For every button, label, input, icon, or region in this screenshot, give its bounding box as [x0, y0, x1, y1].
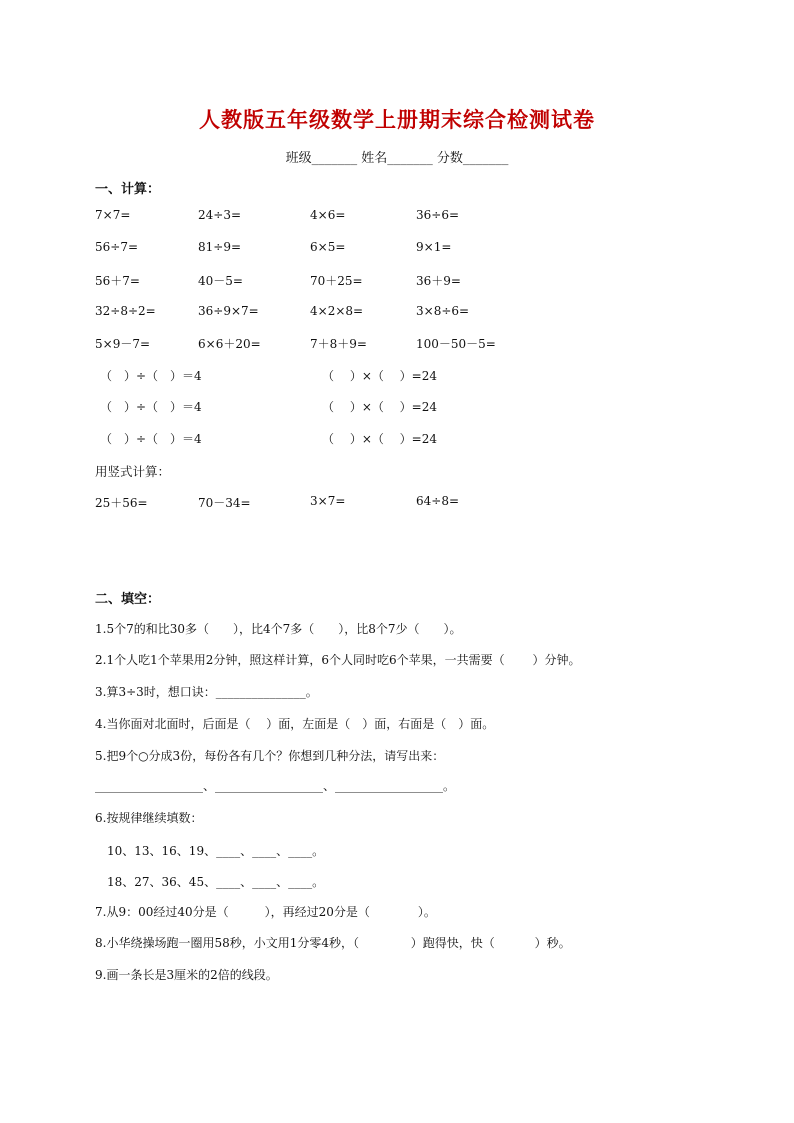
student-info-line: 班级_______ 姓名_______ 分数_______	[285, 151, 509, 166]
exam-title: 人教版五年级数学上册期末综合检测试卷	[199, 107, 595, 132]
section-2-heading: 二、填空：	[95, 592, 161, 607]
question-9: 9.画一条长是3厘米的2倍的线段。	[95, 968, 278, 982]
calc-item: 4×2×8=	[310, 304, 364, 318]
multiplication-blank-item: （ ）×（ ）=24	[322, 400, 438, 414]
calc-row	[0, 272, 794, 292]
multiplication-blank-item: （ ）×（ ）=24	[322, 369, 438, 383]
vertical-calc-heading: 用竖式计算：	[95, 464, 171, 479]
calc-item: 6×6＋20=	[198, 337, 261, 351]
question-6-sequence-b: 18、27、36、45、____、____、____。	[107, 875, 325, 889]
calc-item: 81÷9=	[198, 240, 242, 254]
question-5: 5.把9个○分成3份，每份各有几个？你想到几种分法，请写出来：	[95, 749, 445, 763]
calc-item: 70－34=	[198, 496, 251, 510]
calc-item: 32÷8÷2=	[95, 304, 156, 318]
question-3: 3.算3÷3时，想口诀：_______________。	[95, 685, 318, 699]
division-blank-item: （ ）÷（ ）＝4	[100, 400, 202, 414]
question-6-sequence-a: 10、13、16、19、____、____、____。	[107, 844, 325, 858]
question-8: 8.小华绕操场跑一圈用58秒，小文用1分零4秒，（ ）跑得快，快（ ）秒。	[95, 936, 571, 950]
question-2: 2.1个人吃1个苹果用2分钟，照这样计算，6个人同时吃6个苹果，一共需要（ ）分钟。	[95, 653, 581, 667]
calc-row	[0, 304, 794, 324]
blank-fill-row	[0, 398, 794, 418]
question-5-answer-lines: __________________、__________________、__________________。	[95, 779, 456, 793]
calc-item: 25＋56=	[95, 496, 148, 510]
calc-item: 4×6=	[310, 208, 346, 222]
blank-fill-row	[0, 367, 794, 387]
calc-item: 3×7=	[310, 494, 346, 508]
calc-item: 36÷9×7=	[198, 304, 259, 318]
question-7: 7.从9：00经过40分是（ ），再经过20分是（ ）。	[95, 905, 436, 919]
vertical-calc-row	[0, 494, 794, 514]
calc-item: 56＋7=	[95, 274, 140, 288]
question-4: 4.当你面对北面时，后面是（ ）面，左面是（ ）面，右面是（ ）面。	[95, 717, 495, 731]
calc-row	[0, 335, 794, 355]
calc-item: 7×7=	[95, 208, 131, 222]
question-6: 6.按规律继续填数：	[95, 811, 203, 825]
calc-row	[0, 240, 794, 260]
section-1-heading: 一、计算：	[95, 182, 161, 197]
calc-item: 100－50－5=	[416, 337, 496, 351]
calc-item: 3×8÷6=	[416, 304, 470, 318]
multiplication-blank-item: （ ）×（ ）=24	[322, 432, 438, 446]
calc-item: 9×1=	[416, 240, 452, 254]
calc-item: 64÷8=	[416, 494, 460, 508]
calc-item: 24÷3=	[198, 208, 242, 222]
calc-item: 36÷6=	[416, 208, 460, 222]
calc-item: 56÷7=	[95, 240, 139, 254]
division-blank-item: （ ）÷（ ）＝4	[100, 432, 202, 446]
question-1: 1.5个7的和比30多（ ），比4个7多（ ），比8个7少（ ）。	[95, 622, 462, 636]
division-blank-item: （ ）÷（ ）＝4	[100, 369, 202, 383]
blank-fill-row	[0, 430, 794, 450]
calc-item: 5×9－7=	[95, 337, 151, 351]
calc-item: 36＋9=	[416, 274, 461, 288]
calc-item: 40－5=	[198, 274, 243, 288]
calc-row	[0, 208, 794, 228]
calc-item: 7＋8＋9=	[310, 337, 367, 351]
calc-item: 70＋25=	[310, 274, 363, 288]
calc-item: 6×5=	[310, 240, 346, 254]
